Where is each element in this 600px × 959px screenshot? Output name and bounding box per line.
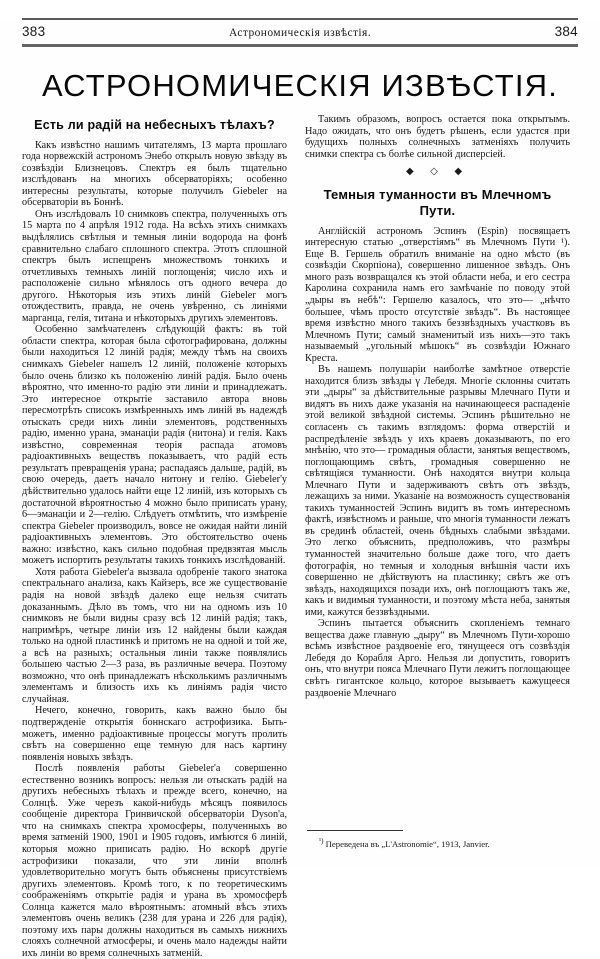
footnote-marker: ¹)	[319, 837, 324, 846]
paragraph: Послѣ появленія работы Giebeler'а совершенно естественно возникъ вопросъ: нельзя ли отыскать радій на другихъ небесныхъ тѣлахъ и прежде всего, конечно, на Солнцѣ. Уже черезъ какой-нибудь мѣсяцъ появилось сообщеніе директора Гринвичской обсерваторіи Dyson'а, что на снимкахъ спектра хромосферы, полученныхъ во время затменій 1900, 1901 и 1905 годовъ, имѣются 6 линій, которыя можно приписать радію. Но вскорѣ другіе астрофизики показали, что эти линіи вполнѣ удовлетворительно могутъ быть объяснены присутствіемъ другихъ элементовъ. Кромѣ того, к по теоретическимъ соображеніямъ открытіе радія и урана въ хромосферѣ Солнца кажется мало вѣроятнымъ: атомный вѣсъ этихъ элементовъ очень великъ (238 для урана и 226 для радія), поэтому ихъ пары должны находиться въ самыхъ нижнихъ слояхъ солнечной атмосферы, и очень мало надежды найти ихъ линіи во время солнечныхъ затменій.	[22, 763, 287, 959]
running-title: Астрономическія извѣстія.	[229, 27, 371, 39]
paragraph: Хотя работа Giebeler'а вызвала одобреніе такого знатока спектральнаго анализа, какъ Кайзеръ, все же существованіе радія на новой звѣздѣ далеко еще нельзя считать доказаннымъ. Дѣло въ томъ, что ни на одномъ изъ 10 снимковъ не были видны сразу всѣ 12 линій радія; такъ, напримѣръ, четыре линіи изъ 12 найдены были каждая только на одной пластинкѣ и притомъ не на одной и той же, а всѣ на разныхъ; остальныя линіи также появлялись большею частью 2—3 раза, въ различные вечера. Поэтому возможно, что онѣ принадлежатъ нѣсколькимъ различнымъ элементамъ и близость ихъ къ линіямъ радія чисто случайная.	[22, 566, 287, 705]
paragraph: Особенно замѣчателенъ слѣдующій фактъ: въ той области спектра, которая была сфотографирована, должны были находиться 12 линій радія; между тѣмъ на своихъ снимкахъ Giebeler нашелъ 12 линій, положеніе которыхъ было очень близко къ положенію линій радія. Было очень вѣроятно, что именно-то радію эти линіи и принадлежатъ. Это интересное открытіе заставило автора вновь пересмотрѣть списокъ измѣренныхъ имъ линій въ надеждѣ отыскать среди нихъ линіи элементовъ, родственныхъ радію, именно урана, эманаціи радія (нитона) и гелія. Какъ извѣстно, современная теорія распада атомовъ радіоактивныхъ веществъ показываетъ, что радій есть результатъ превращенія урана; распадаясь дальше, радій, въ свою очередь, даетъ начало нитону и гелію. Giebeler'у дѣйствительно удалось найти еще 12 линій, изъ которыхъ съ достаточной вѣроятностью 4 можно было приписать урану, 6—эманаціи и 2—гелію. Слѣдуетъ отмѣтить, что измѣреніе спектра Giebeler производилъ, вовсе не ожидая найти линій радіоактивныхъ элементовъ. Это обстоятельство очень важно: извѣстно, какъ сильно подобная предвзятая мысль можетъ испортить результаты такихъ тонкихъ изслѣдованій.	[22, 324, 287, 567]
paragraph: Въ нашемъ полушаріи наиболѣе замѣтное отверстіе находится близъ звѣзды γ Лебедя. Многіе склонны считать эти „дыры“ за дѣйствительные разрывы Млечнаго Пути и видятъ въ нихъ даже указанія на начинающееся распаденіе этой великой звѣздной системы. Эспинъ рѣшительно не согласенъ съ такимъ взглядомъ: форма отверстій и распредѣленіе звѣздъ у ихъ краевъ доказываютъ, по его мнѣнію, что это— громадныя области, занятыя веществомъ, поглощающимъ свѣтъ, громадныя совершенно не свѣтящіяся туманности. Онѣ находятся внутри кольца Млечнаго Пути и задерживаютъ свѣтъ отъ звѣздъ, лежащихъ за ними. Указаніе на возможность существованія такихъ туманностей Эспинъ видитъ въ томъ интересномъ фактѣ, извѣстномъ и раньше, что многія туманности лежатъ въ срединѣ областей, очень бѣдныхъ слабыми звѣздами. Это легко объяснить, предположивъ, что размѣры туманностей значительно больше даже того, что даетъ фотографія, но темныя и холодныя внѣшнія части ихъ совершенно не дѣйствуютъ на пластинку; свѣтъ же отъ звѣздъ, находящихся позади ихъ, онѣ поглощаютъ такъ же, какъ и видимыя туманности, и поэтому мѣста неба, занятыя ими, кажутся беззвѣздными.	[305, 364, 570, 618]
journal-page	[0, 18, 600, 959]
paragraph: Онъ изслѣдовалъ 10 снимковъ спектра, полученныхъ отъ 15 марта по 4 апрѣля 1912 года. На всѣхъ этихъ снимкахъ выдѣлялись свѣтлыя и темныя линіи водорода на фонѣ сравнительно слабаго сплошного спектра. Этотъ сплошной спектръ былъ испещренъ множествомъ тонкихъ и отчетливыхъ темныхъ линій поглощенія; число ихъ и расположеніе сильно мѣнялось отъ одного вечера до другого. Нѣкоторыя изъ этихъ линій Giebeler могъ отождествить, правда, не очень увѣренно, съ линіями марганца, гелія, титана и нѣкоторыхъ другихъ элементовъ.	[22, 208, 287, 324]
column-left	[22, 114, 287, 959]
masthead-title: АСТРОНОМИЧЕСКІЯ ИЗВѢСТІЯ.	[41, 68, 559, 103]
column-right	[305, 114, 570, 849]
header-row	[22, 24, 578, 42]
article-title-dark-nebulae: Темныя туманности въ Млечномъ Пути.	[323, 187, 552, 219]
header-rule-bottom	[22, 44, 578, 47]
running-header	[22, 18, 578, 52]
paragraph: Англійскій астрономъ Эспинъ (Espin) посвящаетъ интересную статью „отверстіямъ“ въ Млечномъ Пути ¹). Еще В. Гершель обратилъ вниманіе на одно мѣсто (въ созвѣздіи Скорпіона), совершенно лишенное звѣздъ. Онъ много разъ возвращался къ этой области неба, и его сестра Каролина сохранила намъ его замѣчаніе по поводу этой „дыры въ небѣ“: Гершелю казалось, что это— „нѣчто большее, чѣмъ просто отсутствіе звѣздъ“. Въ настоящее время извѣстно много такихъ беззвѣздныхъ участковъ въ Млечномъ Пути; самый знаменитый изъ нихъ—это такъ называемый „угольный мѣшокъ“ въ созвѣздіи Южнаго Креста.	[305, 225, 570, 364]
paragraph-continuation: Такимъ образомъ, вопросъ остается пока открытымъ. Надо ожидать, что онъ будетъ рѣшенъ, если удастся при будущихъ полныхъ солнечныхъ затменіяхъ получить снимки спектра съ болѣе сильной дисперсіей.	[305, 114, 570, 160]
page-number-left: 383	[22, 24, 46, 39]
page-number-right: 384	[554, 24, 578, 39]
footnote-text	[305, 836, 570, 849]
paragraph: Эспинъ пытается объяснить скопленіемъ темнаго вещества даже главную „дыру“ въ Млечномъ Пути-хорошо всѣмъ извѣстное раздвоеніе его, тянущееся отъ созвѣздія Лебедя до Корабля Арго. Нельзя ли допустить, говоритъ онъ, что внутри пояса Млечнаго Пути лежитъ поглощающее свѣтъ гигантское кольцо, которое вызываетъ кажущееся раздвоеніе Млечнаго	[305, 618, 570, 699]
paragraph: Какъ извѣстно нашимъ читателямъ, 13 марта прошлаго года норвежскій астрономъ Энебо открылъ новую звѣзду въ созвѣздіи Близнецовъ. Спектръ ея былъ тщательно изслѣдованъ на многихъ обсерваторіяхъ; особенно интересны результаты, которые получилъ Giebeler на обсерваторіи въ Боннѣ.	[22, 139, 287, 209]
footnote-rule	[307, 830, 403, 831]
ornament-separator: ◆ ◇ ◆	[405, 166, 470, 178]
column-container	[22, 114, 578, 959]
header-rule-top	[22, 18, 578, 20]
article-title-radium: Есть ли радій на небесныхъ тѣлахъ?	[34, 118, 275, 132]
footnote-body: Переведена въ „L'Astronomie“, 1913, Janvier.	[325, 839, 490, 849]
footnote-area	[305, 830, 570, 849]
paragraph: Нечего, конечно, говорить, какъ важно было бы подтвержденіе открытія боннскаго астрофизика. Быть-можетъ, именно радіоактивные процессы могутъ пролить свѣтъ на совершенно еще темную для насъ картину появленія новыхъ звѣздъ.	[22, 705, 287, 763]
